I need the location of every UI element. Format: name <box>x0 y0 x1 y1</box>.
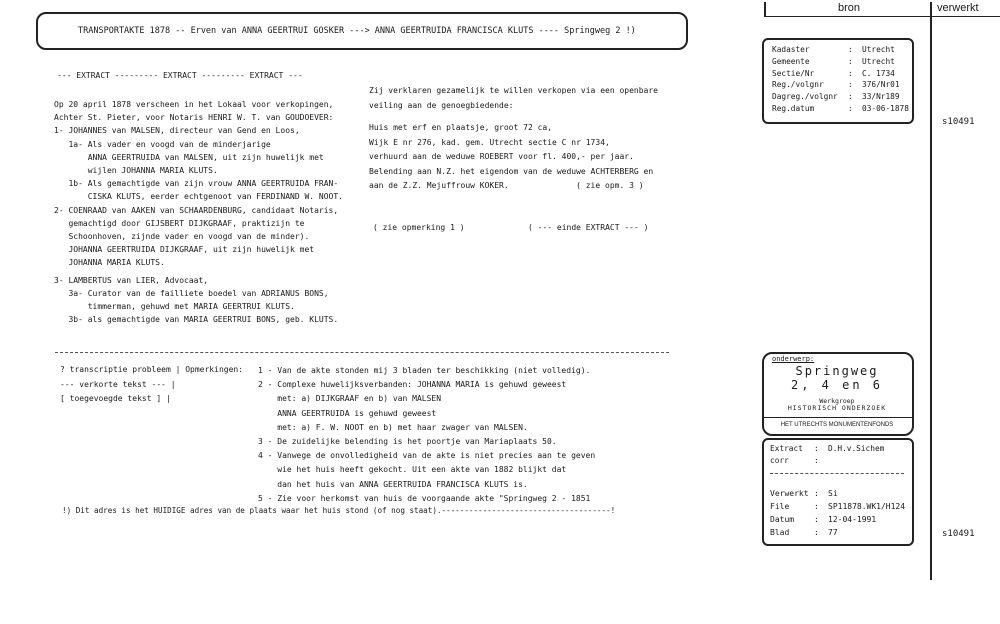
stamp-rule <box>764 417 912 418</box>
text-line: Schoonhoven, zijnde vader en voogd van de minder). <box>54 232 310 242</box>
text-line: Zij verklaren gezamelijk te willen verkopen via een openbare <box>369 86 658 95</box>
text-line: JOHANNA MARIA KLUTS. <box>54 258 165 268</box>
info-separator <box>770 473 904 474</box>
info-row: File : SP11878.WK1/H124 <box>770 502 906 511</box>
stamp-org3: HET UTRECHTS MONUMENTENFONDS <box>780 422 894 428</box>
header-rule <box>764 16 1000 17</box>
remark-line: 5 - Zie voor herkomst van huis de voorgaande akte "Springweg 2 - 1851 <box>258 493 591 503</box>
legend-toegevoegd: [ toegevoegde tekst ] | <box>60 394 171 403</box>
left-column <box>54 98 343 326</box>
text-line: 1a- Als vader en voogd van de minderjarige <box>54 139 271 149</box>
remark-line: met: a) F. W. NOOT en b) met haar zwager van MALSEN. <box>258 422 528 432</box>
text-line: Op 20 april 1878 verscheen in het Lokaal voor verkopingen, <box>54 100 334 109</box>
verwerkt-header: verwerkt <box>937 2 979 14</box>
text-line: gemachtigd door GIJSBERT DIJKGRAAF, praktizijn te <box>54 218 305 228</box>
text-line: Huis met erf en plaatsje, groot 72 ca, <box>369 123 553 132</box>
info-row: Datum : 12-04-1991 <box>770 515 877 524</box>
remark-line: 4 - Vanwege de onvolledigheid van de akte is niet precies aan te geven <box>258 451 596 461</box>
code-top: s10491 <box>942 117 975 127</box>
stamp-label: onderwerp: <box>772 355 815 363</box>
kadaster-row: Reg.datum : 03-06-1878 <box>772 103 909 113</box>
text-line: 3a- Curator van de failliete boedel van ADRIANUS BONS, <box>54 288 329 298</box>
stamp-org2: HISTORISCH ONDERZOEK <box>787 404 887 412</box>
kadaster-row: Kadaster : Utrecht <box>772 45 895 54</box>
stamp-org1: Werkgroep <box>819 397 855 405</box>
text-line: wijlen JOHANNA MARIA KLUTS. <box>54 166 218 176</box>
text-line: veiling aan de genoegbiedende: <box>369 100 514 110</box>
remarks <box>258 364 595 506</box>
kadaster-row: Reg./volgnr : 376/Nr01 <box>772 80 900 90</box>
text-line: verhuurd aan de weduwe ROEBERT voor fl. 400,- per jaar. <box>369 152 634 161</box>
kadaster-fields <box>772 44 909 115</box>
text-line: ANNA GEERTRUIDA van MALSEN, uit zijn huwelijk met <box>54 152 324 162</box>
header-left-tick <box>764 2 766 16</box>
text-line: aan de Z.Z. Mejuffrouw KOKER. ( zie opm. 3 ) <box>369 181 644 190</box>
remark-line: 3 - De zuidelijke belending is het poortje van Mariaplaats 50. <box>258 437 557 447</box>
right-column <box>369 84 658 194</box>
stamp-numbers: 2, 4 en 6 <box>790 378 884 392</box>
kadaster-row: Gemeente : Utrecht <box>772 56 895 66</box>
kadaster-row: Sectie/Nr : C. 1734 <box>772 68 895 78</box>
text-line: Achter St. Pieter, voor Notaris HENRI W. T. van GOUDOEVER: <box>54 113 334 123</box>
text-line: 1- JOHANNES van MALSEN, directeur van Gend en Loos, <box>54 126 300 136</box>
info-row: Verwerkt : Si <box>770 489 838 498</box>
remark-line: wie het huis heeft gekocht. Uit een akte van 1882 blijkt dat <box>258 465 567 475</box>
text-line: 3b- als gemachtigde van MARIA GEERTRUI BONS, geb. KLUTS. <box>54 315 339 325</box>
extract-info <box>770 443 884 467</box>
text-line: JOHANNA GEERTRUIDA DIJKGRAAF, uit zijn huwelijk met <box>54 245 315 255</box>
footnote: !) Dit adres is het HUIDIGE adres van de plaats waar het huis stond (of nog staat).-------------------------------------! <box>62 506 616 515</box>
legend-verkorte: --- verkorte tekst --- | <box>60 380 176 389</box>
text-line: 1b- Als gemachtigde van zijn vrouw ANNA GEERTRUIDA FRAN- <box>54 179 339 189</box>
text-line: timmerman, gehuwd met MARIA GEERTRUI KLUTS. <box>54 302 295 312</box>
remark-line: dan het huis van ANNA GEERTRUIDA FRANCISCA KLUTS is. <box>258 479 528 489</box>
text-line: Belending aan N.Z. het eigendom van de weduwe ACHTERBERG en <box>369 166 654 176</box>
document-title: TRANSPORTAKTE 1878 -- Erven van ANNA GEERTRUI GOSKER ---> ANNA GEERTRUIDA FRANCISCA KLUTS ---- Springweg 2 !) <box>78 26 636 36</box>
legend-transcriptie: ? transcriptie probleem | Opmerkingen: <box>60 365 244 374</box>
text-line: 2- COENRAAD van AAKEN van SCHAARDENBURG, candidaat Notaris, <box>54 205 339 215</box>
extract-banner: --- EXTRACT --------- EXTRACT --------- EXTRACT --- <box>57 71 303 80</box>
bron-header: bron <box>838 2 861 14</box>
note-einde-extract: ( --- einde EXTRACT --- ) <box>528 223 649 232</box>
text-line <box>369 113 658 121</box>
remark-line: ANNA GEERTRUIDA is gehuwd geweest <box>258 408 437 418</box>
text-line: 3- LAMBERTUS van LIER, Advocaat, <box>54 275 209 285</box>
code-bottom: s10491 <box>942 529 975 539</box>
text-line: Wijk E nr 276, kad. gem. Utrecht sectie C nr 1734, <box>369 137 610 147</box>
remark-line: met: a) DIJKGRAAF en b) van MALSEN <box>258 394 442 404</box>
kadaster-row: Dagreg./volgnr : 33/Nr189 <box>772 92 900 102</box>
info-row: corr : <box>770 456 819 465</box>
info-row: Extract : D.H.v.Sichem <box>770 444 885 453</box>
note-opmerking: ( zie opmerking 1 ) <box>373 223 465 232</box>
info-row: Blad : 77 <box>770 528 838 537</box>
column-divider <box>930 2 932 580</box>
file-info <box>770 487 905 539</box>
separator <box>55 352 669 353</box>
stamp-street: Springweg <box>795 364 879 378</box>
remark-line: 2 - Complexe huwelijksverbanden: JOHANNA MARIA is gehuwd geweest <box>258 380 567 390</box>
remark-line: 1 - Van de akte stonden mij 3 bladen ter beschikking (niet volledig). <box>258 366 591 375</box>
text-line: CISKA KLUTS, eerder echtgenoot van FERDINAND W. NOOT. <box>54 192 343 202</box>
